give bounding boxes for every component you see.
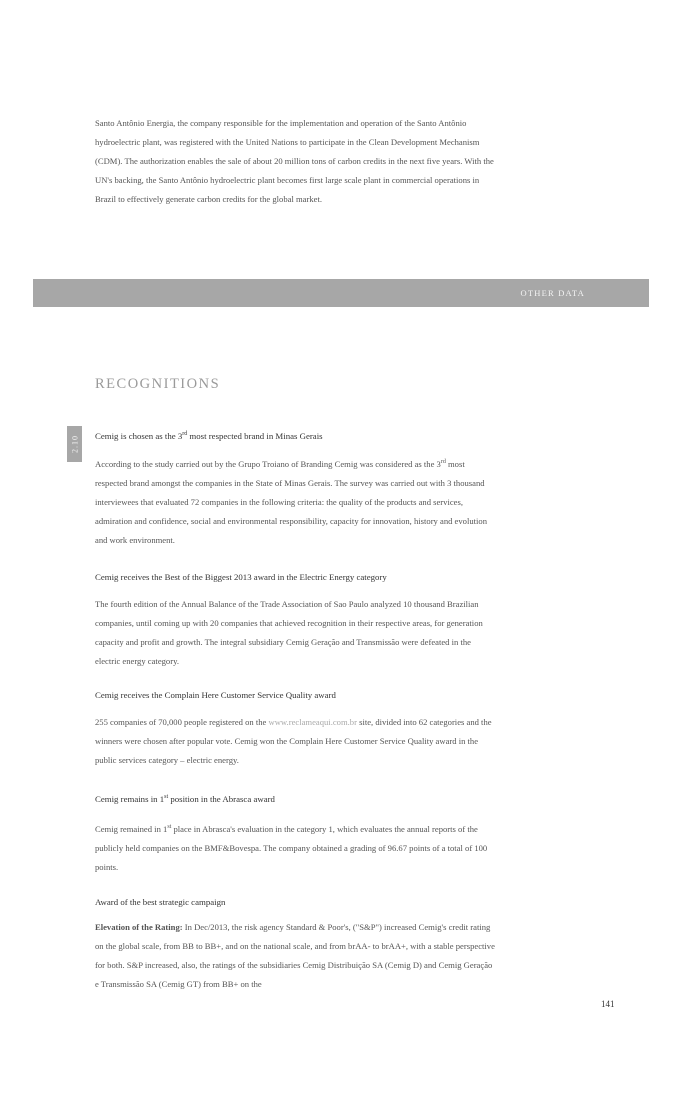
side-tab	[67, 426, 82, 462]
recognition-paragraph-1: According to the study carried out by the Grupo Troiano of Branding Cemig was considered as the 3rd most respected brand amongst the companies in the State of Minas Gerais. The survey was carried out with 3 thousand interviewees that evaluated 72 companies in the following criteria: the quality of the products and services, admiration and confidence, social and environmental responsibility, capacity for innovation, history and evolution and work environment.	[95, 459, 488, 545]
recognition-heading-4: Cemig remains in 1st position in the Abrasca award	[95, 794, 275, 804]
recognition-paragraph-3: 255 companies of 70,000 people registered on the www.reclameaqui.com.br site, divided into 62 categories and the winners were chosen after popular vote. Cemig won the Complain Here Customer Service Quality award in the public services category – electric energy.	[95, 717, 492, 765]
recognition-paragraph-5: Elevation of the Rating: In Dec/2013, the risk agency Standard & Poor's, ("S&P") increased Cemig's credit rating on the global scale, from BB to BB+, and on the national scale, and from brAA- to brAA+, with a stable perspective for both. S&P increased, also, the ratings of the subsidiaries Cemig Distribuição SA (Cemig D) and Cemig Geração e Transmissão SA (Cemig GT) from BB+ on the	[95, 922, 495, 989]
recognition-heading-5: Award of the best strategic campaign	[95, 897, 226, 907]
section-band	[33, 279, 649, 307]
intro-paragraph: Santo Antônio Energia, the company responsible for the implementation and operation of the Santo Antônio hydroelectric plant, was registered with the United Nations to participate in the Clean Development Mechanism (CDM). The authorization enables the sale of about 20 million tons of carbon credits in the next five years. With the UN's backing, the Santo Antônio hydroelectric plant becomes first large scale plant in commercial operations in Brazil to effectively generate carbon credits for the global market.	[95, 118, 494, 204]
side-tab-label: 2.10	[70, 435, 79, 453]
band-label: OTHER DATA	[520, 288, 585, 298]
recognition-heading-3: Cemig receives the Complain Here Customer Service Quality award	[95, 690, 336, 700]
recognition-paragraph-4: Cemig remained in 1st place in Abrasca's evaluation in the category 1, which evaluates the annual reports of the publicly held companies on the BMF&Bovespa. The company obtained a grading of 96.67 points of a total of 100 points.	[95, 824, 488, 872]
recognition-paragraph-2: The fourth edition of the Annual Balance of the Trade Association of Sao Paulo analyzed 10 thousand Brazilian companies, until coming up with 20 companies that achieved recognition in their respective areas, for generation capacity and profit and growth. The integral subsidiary Cemig Geração and Transmissão were defeated in the electric energy category.	[95, 599, 483, 666]
section-title: RECOGNITIONS	[95, 376, 221, 392]
recognition-heading-2: Cemig receives the Best of the Biggest 2013 award in the Electric Energy category	[95, 572, 387, 582]
recognition-heading-1: Cemig is chosen as the 3rd most respected brand in Minas Gerais	[95, 431, 323, 441]
reclameaqui-link[interactable]: www.reclameaqui.com.br	[268, 717, 357, 727]
page-number: 141	[601, 999, 615, 1009]
